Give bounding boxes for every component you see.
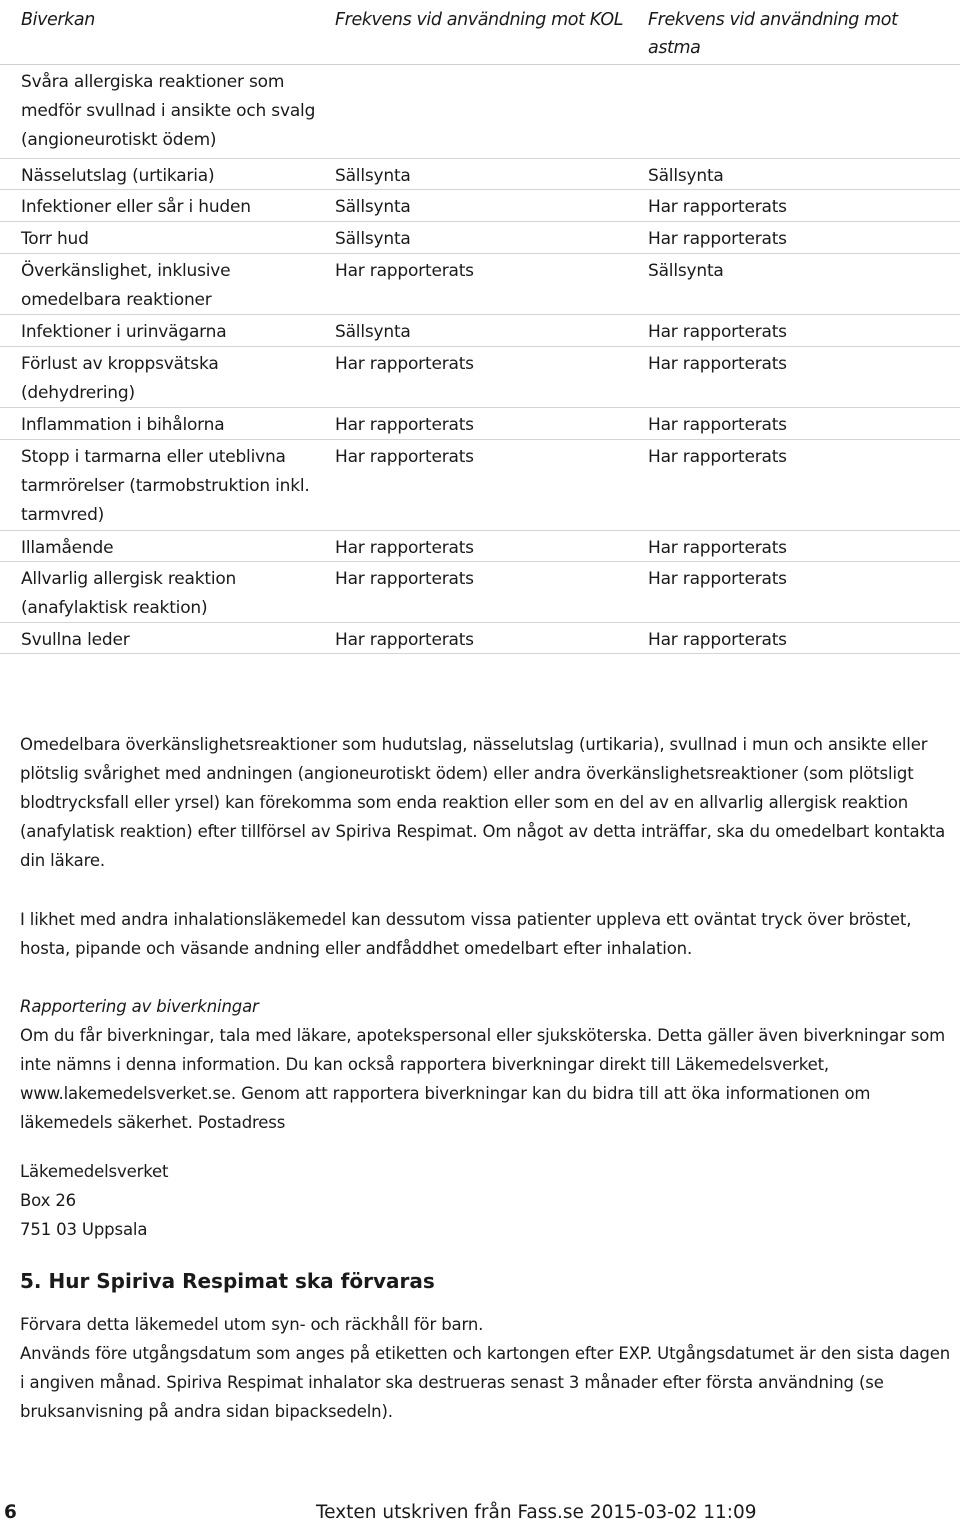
cell-effect: Stopp i tarmarna eller uteblivna tarmrörelser (tarmobstruktion inkl. tarmvred) bbox=[21, 447, 310, 525]
table-row bbox=[0, 346, 960, 408]
header-kol: Frekvens vid användning mot KOL bbox=[335, 10, 624, 30]
footer-source: Texten utskriven från Fass.se 2015-03-02 11:09 bbox=[316, 1502, 757, 1523]
table-row bbox=[0, 622, 960, 654]
cell-kol: Har rapporterats bbox=[335, 538, 474, 558]
table-row bbox=[0, 64, 960, 159]
cell-astma: Har rapporterats bbox=[648, 229, 787, 249]
header-biverkan: Biverkan bbox=[21, 10, 95, 30]
page-number: 6 bbox=[4, 1502, 17, 1523]
cell-kol: Har rapporterats bbox=[335, 261, 474, 281]
table-row bbox=[0, 314, 960, 347]
table-row bbox=[0, 189, 960, 222]
cell-kol: Har rapporterats bbox=[335, 354, 474, 374]
table-row bbox=[0, 158, 960, 190]
cell-effect: Överkänslighet, inklusive omedelbara reaktioner bbox=[21, 261, 231, 310]
cell-effect: Inflammation i bihålorna bbox=[21, 415, 225, 435]
cell-effect: Illamående bbox=[21, 538, 114, 558]
cell-kol: Sällsynta bbox=[335, 322, 411, 342]
address-line: Läkemedelsverket bbox=[20, 1162, 169, 1181]
cell-kol: Har rapporterats bbox=[335, 447, 474, 467]
storage-line: Förvara detta läkemedel utom syn- och räckhåll för barn. bbox=[20, 1315, 484, 1334]
cell-kol: Har rapporterats bbox=[335, 415, 474, 435]
reporting-heading: Rapportering av biverkningar bbox=[20, 997, 259, 1016]
cell-effect: Nässelutslag (urtikaria) bbox=[21, 166, 215, 186]
address-line: 751 03 Uppsala bbox=[20, 1220, 148, 1239]
paragraph-inhalation: I likhet med andra inhalationsläkemedel kan dessutom vissa patienter uppleva ett oväntat tryck över bröstet, hosta, pipande och väsande andning eller andfåddhet omedelbart efter inhalation. bbox=[20, 910, 912, 958]
cell-astma: Har rapporterats bbox=[648, 630, 787, 650]
cell-effect: Svullna leder bbox=[21, 630, 130, 650]
table-row bbox=[0, 221, 960, 254]
cell-effect: Torr hud bbox=[21, 229, 89, 249]
cell-effect: Förlust av kroppsvätska (dehydrering) bbox=[21, 354, 219, 403]
table-row bbox=[0, 439, 960, 531]
cell-kol: Har rapporterats bbox=[335, 569, 474, 589]
table-row bbox=[0, 407, 960, 440]
paragraph-hypersensitivity: Omedelbara överkänslighetsreaktioner som hudutslag, nässelutslag (urtikaria), svullnad i mun och ansikte eller plötslig svårighet med andningen (angioneurotiskt ödem) eller andra överkänslighetsreaktioner (som plötsligt blodtrycksfall eller yrsel) kan förekomma som enda reaktion eller som en del av en allvarlig allergisk reaktion (anafylatisk reaktion) efter tillförsel av Spiriva Respimat. Om något av detta inträffar, ska du omedelbart kontakta din läkare. bbox=[20, 735, 946, 870]
table-row bbox=[0, 561, 960, 623]
table-row bbox=[0, 530, 960, 562]
cell-astma: Har rapporterats bbox=[648, 538, 787, 558]
table-row bbox=[0, 253, 960, 315]
section-heading: 5. Hur Spiriva Respimat ska förvaras bbox=[20, 1269, 435, 1293]
cell-astma: Har rapporterats bbox=[648, 447, 787, 467]
header-astma: Frekvens vid användning mot astma bbox=[648, 10, 898, 58]
cell-astma: Sällsynta bbox=[648, 166, 724, 186]
cell-astma: Har rapporterats bbox=[648, 197, 787, 217]
cell-effect: Allvarlig allergisk reaktion (anafylaktisk reaktion) bbox=[21, 569, 237, 618]
cell-kol: Har rapporterats bbox=[335, 630, 474, 650]
cell-effect: Infektioner i urinvägarna bbox=[21, 322, 227, 342]
cell-effect: Svåra allergiska reaktioner som medför svullnad i ansikte och svalg (angioneurotiskt ödem) bbox=[21, 72, 316, 150]
cell-astma: Sällsynta bbox=[648, 261, 724, 281]
cell-astma: Har rapporterats bbox=[648, 569, 787, 589]
cell-kol: Sällsynta bbox=[335, 229, 411, 249]
cell-astma: Har rapporterats bbox=[648, 415, 787, 435]
cell-effect: Infektioner eller sår i huden bbox=[21, 197, 251, 217]
cell-astma: Har rapporterats bbox=[648, 322, 787, 342]
cell-kol: Sällsynta bbox=[335, 197, 411, 217]
cell-kol: Sällsynta bbox=[335, 166, 411, 186]
table-header bbox=[0, 0, 960, 65]
storage-paragraph: Används före utgångsdatum som anges på etiketten och kartongen efter EXP. Utgångsdatumet är den sista dagen i angiven månad. Spiriva Respimat inhalator ska destrueras senast 3 månader efter första användning (se bruksanvisning på andra sidan bipacksedeln). bbox=[20, 1344, 951, 1421]
paragraph-reporting: Om du får biverkningar, tala med läkare, apotekspersonal eller sjuksköterska. Detta gäller även biverkningar som inte nämns i denna information. Du kan också rapportera biverkningar direkt till Läkemedelsverket, www.lakemedelsverket.se. Genom att rapportera biverkningar kan du bidra till att öka informationen om läkemedels säkerhet. Postadress bbox=[20, 1026, 946, 1132]
cell-astma: Har rapporterats bbox=[648, 354, 787, 374]
address-line: Box 26 bbox=[20, 1191, 77, 1210]
